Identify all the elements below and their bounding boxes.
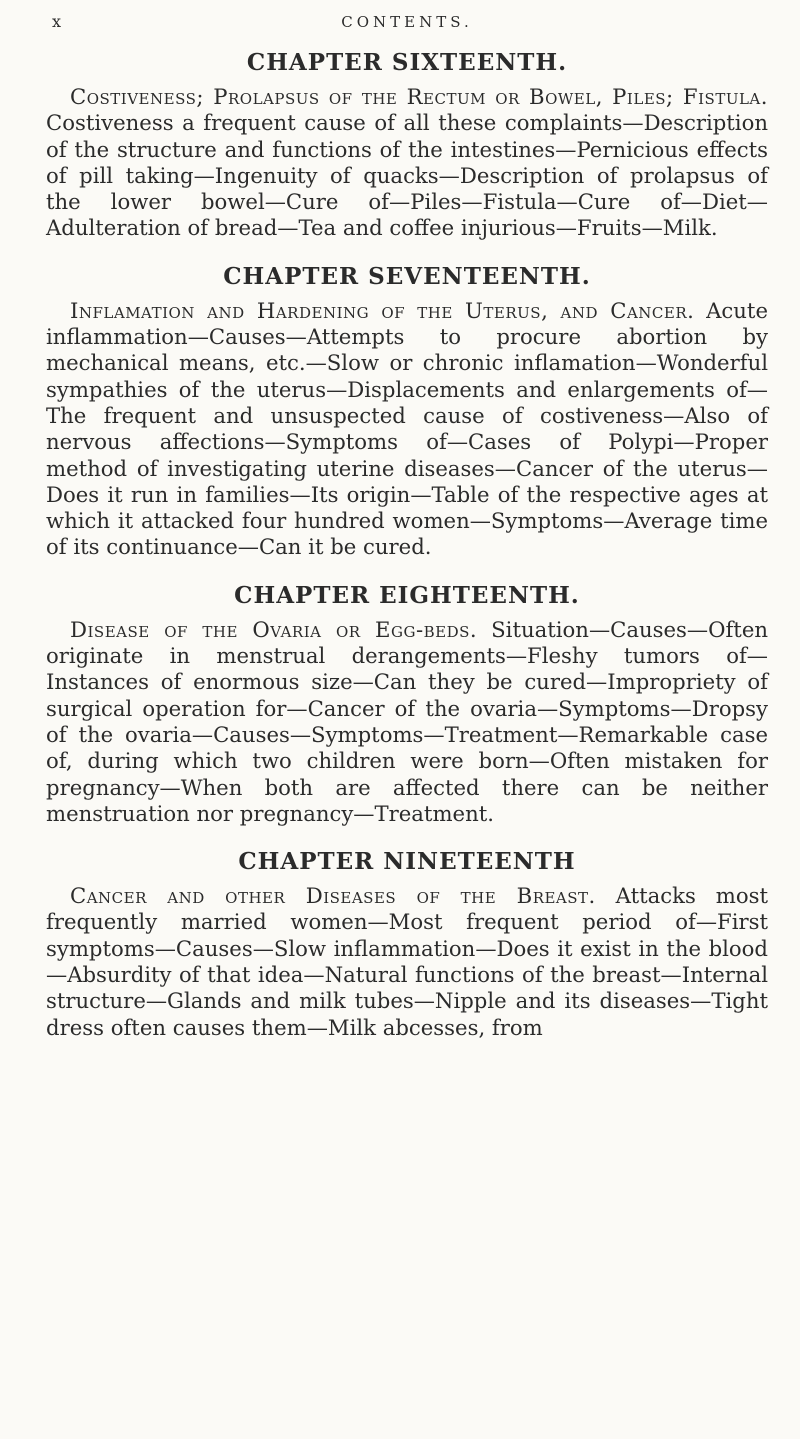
chapter-heading: CHAPTER EIGHTEENTH. — [234, 581, 580, 609]
chapter-summary — [46, 298, 768, 561]
chapter-heading: CHAPTER NINETEENTH — [238, 848, 576, 876]
running-header — [46, 8, 768, 36]
chapter-summary — [46, 84, 768, 242]
chapter-eighteenth — [46, 581, 768, 827]
chapter-contents-text: Costiveness a frequent cause of all these complaints—Description of the structure and functions of the intestines—Pernicious effects of pill taking—Ingenuity of quacks—Description of prolapsus of the lower bowel—Cure of—Piles—Fistula—Cure of—Diet—Adulteration of bread—Tea and coffee injurious—Fruits—Milk. — [46, 110, 768, 241]
page-number: x — [52, 12, 62, 31]
running-title: CONTENTS. — [341, 13, 473, 31]
chapter-topic: Costiveness; Prolapsus of the Rectum or Bowel, Piles; Fistula. — [70, 84, 768, 109]
chapter-heading: CHAPTER SEVENTEENTH. — [223, 262, 591, 290]
chapter-topic: Cancer and other Diseases of the Breast. — [70, 883, 596, 909]
chapter-heading: CHAPTER SIXTEENTH. — [246, 49, 568, 76]
chapter-topic: Disease of the Ovaria or Egg-beds. — [70, 616, 478, 642]
chapter-nineteenth — [46, 847, 768, 1041]
chapter-summary — [46, 883, 768, 1041]
chapter-seventeenth — [46, 262, 768, 561]
chapter-contents-text: Attacks most frequently married women—Most frequent period of—First symptoms—Causes—Slow inflammation—Does it exist in the blood—Absurdity of that idea—Natural functions of the breast—Internal structure—Glands and milk tubes—Nipple and its diseases—Tight dress often causes them—Milk abcesses, from — [46, 883, 768, 1040]
chapter-contents-text: Acute inflammation—Causes—Attempts to procure abortion by mechanical means, etc.—Slow or chronic inflamation—Wonderful sympathies of the uterus—Displacements and enlargements of—The frequent and unsuspected cause of costiveness—Also of nervous affections—Symptoms of—Cases of Polypi—Proper method of investigating uterine diseases—Cancer of the uterus—Does it run in families—Its origin—Table of the respective ages at which it attacked four hundred women—Symptoms—Average time of its continuance—Can it be cured. — [46, 297, 768, 560]
chapter-sixteenth — [46, 48, 768, 242]
chapter-contents-text: Situation—Causes—Often originate in menstrual derangements—Fleshy tumors of—Instances of enormous size—Can they be cured—Impropriety of surgical operation for—Cancer of the ovaria—Symptoms—Dropsy of the ovaria—Causes—Symptoms—Treatment—Remarkable case of, during which two children were born—Often mistaken for pregnancy—When both are affected there can be neither menstruation nor pregnancy—Treatment. — [46, 616, 768, 826]
chapter-summary — [46, 617, 768, 827]
chapter-topic: Inflamation and Hardening of the Uterus, and Cancer. — [70, 297, 695, 323]
